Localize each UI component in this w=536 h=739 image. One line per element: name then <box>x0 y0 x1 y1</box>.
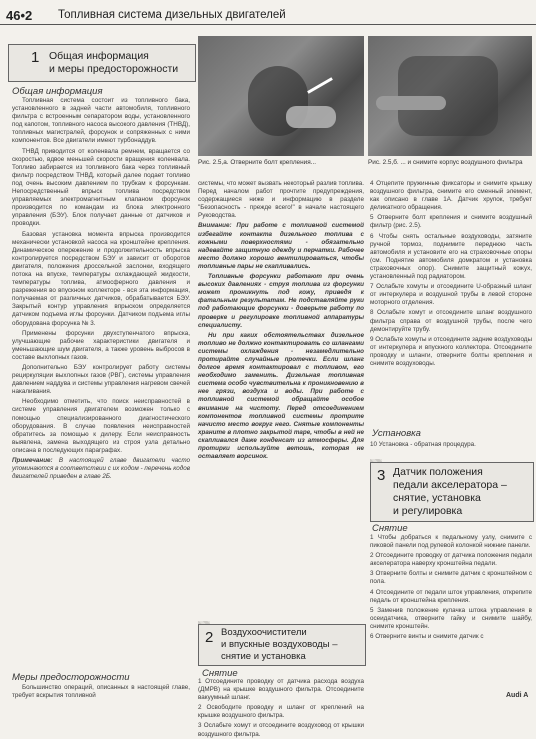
subheading-removal: Снятие <box>202 668 238 679</box>
column-1-tail <box>12 684 190 701</box>
section-2-heading <box>198 624 366 666</box>
step: 3 Ослабьте хомут и отсоедините воздуховод от крышки воздушного фильтра. <box>198 722 364 738</box>
note-label: Примечание: <box>12 457 53 465</box>
photo-fig-2-5a <box>198 36 364 156</box>
section-3-heading <box>370 462 534 522</box>
paragraph: Топливная система состоит из топливного бака, установленного в задней части автомобиля, топливного фильтра с встроенным сепаратором воды, установленного под капотом, топливного насоса высокого давления (ТНВД), топливных магистралей, форсунок и сопряженных с ними компонентов. Все двигатели имеют турбонаддув. <box>12 97 190 145</box>
step: 4 Отсоедините от педали шток управления, открепите педаль от кронштейна крепления. <box>370 588 532 604</box>
paragraph: ТНВД приводится от коленвала ремнем, вращается со скоростью, вдвое меньшей скорости вращения коленвала. Топливо забирается из топливного бака через топливный фильтр посредством ТНВД, который далее подает топливо под очень высоким давлением по трубкам к форсункам. Непосредственный впрыск топлива посредством управляемых электромагнитным клапаном форсунок производится по командам из блока электронного управления (БЭУ). Блок получает данные от датчиков и проводки. <box>12 147 190 228</box>
step: 6 Отверните винты и снимите датчик с <box>370 633 484 641</box>
section-1-heading <box>8 44 196 82</box>
photo-caption-2-5a: Рис. 2.5,а. Отверните болт крепления... <box>198 159 316 166</box>
photo-caption-2-5b: Рис. 2.5,б. ... и снимите корпус воздушного фильтра <box>368 159 523 166</box>
column-3-text <box>370 180 532 420</box>
warning-paragraph: Ни при каких обстоятельствах дизельное топливо не должно контактировать со шлангами системы охлаждения - незамедлительно протирайте случайные протечки. Если шланг долгое время контактировал с топливом, его необходимо заменить. Дизельная топливная система особо чувствительна к проникновению в нее грязи, воздуха и воды. При работе с топливной системой обращайте особое внимание на чистоту. Перед отсоединением компонентов топливной системы протрите начисто место вокруг него. Снятые компоненты храните в плотно закрытой таре, чтобы в ней не скапливался даже конденсат из атмосферы. Для протирки используйте ветошь, которая не оставляет ворсинок. <box>198 331 364 461</box>
arrow-marker <box>307 77 333 94</box>
step: 5 Заменив положение кулачка штока управления в осеидатчика, отверните гайку и снимите шайбу, снимите кронштейн. <box>370 606 532 630</box>
footer-mark: Audi A <box>506 692 529 699</box>
section-3-title-line3: снятие, установка <box>393 492 481 504</box>
paragraph: системы, что может вызвать некоторый разлив топлива. Перед началом работ прочтите предупреждения, содержащиеся ниже и информацию в разделе "Безопасность - прежде всего!" в начале настоящего Руководства. <box>198 180 364 220</box>
step: 2 Отсоедините проводку от датчика положения педали акселератора наверху кронштейна педали. <box>370 552 532 568</box>
step: 5 Отверните болт крепления и снимите воздушный фильтр (рис. 2.5). <box>370 214 532 230</box>
note-text: В настоящей главе двигатели часто упоминаются в соответствии с их кодом - перечень кодов двигателей приведен в главе 2Б. <box>12 457 191 481</box>
step: 3 Отверните болты и снимите датчик с кронштейном с пола. <box>370 570 532 586</box>
column-2-text <box>198 180 364 618</box>
warning-paragraph: Внимание: При работе с топливной системой избегайте контакта дизельного топлива с кожными поверхностями - обязательно надевайте защитную одежду и перчатки. Рабочее место должно хорошо вентилироваться, чтобы топливные пары не скапливались. <box>198 222 364 270</box>
step: 6 Чтобы снять остальные воздуховоды, затяните ручной тормоз, поднимите переднюю часть автомобиля и установите его на страховочные опоры (см. Поднятие автомобиля домкратом и установка страховочных опор). Снимите защитный кожух, установленный под радиатором. <box>370 232 532 281</box>
step: 1 Отсоедините проводку от датчика расхода воздуха (ДМРВ) на крышке воздушного фильтра. Отсоедините вакуумный шланг. <box>198 678 364 702</box>
section-1-title-line1: Общая информация <box>49 50 149 62</box>
paragraph: Дополнительно БЭУ контролирует работу системы рециркуляции выхлопных газов (РВГ), системы управления давлением наддува и системы управления нагревом свечей накаливания. <box>12 364 190 396</box>
subheading-removal-3: Снятие <box>372 523 408 534</box>
header-rule <box>0 24 536 25</box>
hand-shape <box>286 106 336 128</box>
section-3-title-line4: и регулировка <box>393 505 463 517</box>
step: 8 Ослабьте хомут и отсоедините шланг воздушного фильтра справа от воздушной трубы, после чего демонтируйте трубу. <box>370 309 532 333</box>
section-3-title-line1: Датчик положения <box>393 466 483 478</box>
section-3-number: 3 <box>377 467 386 484</box>
column-3-bottom-text <box>370 534 532 688</box>
column-1-text <box>12 97 190 664</box>
section-2-number: 2 <box>205 629 214 646</box>
step: 4 Отцепите пружинные фиксаторы и снимите крышку воздушного фильтра, снимите его сменный элемент, как описано в главе 1А. Датчик хрупок, требует деликатного обращения. <box>370 180 532 212</box>
hose-shape <box>376 96 446 110</box>
chapter-title: Топливная система дизельных двигателей <box>58 9 286 21</box>
step: 9 Ослабьте хомуты и отсоедините задние воздуховоды от интеркулера и впускного коллектора. Отсоедините проводку и шланги, отверните болты крепления и снимите воздуховоды. <box>370 335 533 367</box>
step: 7 Ослабьте хомуты и отсоедините U-образный шланг от интеркулера и воздушной трубы в левой стороне моторного отделения. <box>370 283 532 307</box>
step: 1 Чтобы добраться к педальному узлу, снимите с пиковой панели под рулевой колонкой нижние панели. <box>370 534 532 550</box>
section-1-number: 1 <box>31 49 40 66</box>
warning-paragraph: Топливные форсунки работают при очень высоких давлениях - струя топлива из форсунки может проникнуть под кожу, приведя к фатальным результатам. Не подставляйте руки под работающие форсунки - доверьте работу по проверке и регулировке топливной аппаратуры специалисту. <box>198 273 364 329</box>
step: 2 Освободите проводку и шланг от креплений на крышке воздушного фильтра. <box>198 704 364 720</box>
page-number: 46•2 <box>6 8 33 23</box>
note-paragraph <box>12 457 190 481</box>
column-3-install-text <box>370 441 532 451</box>
subheading-precautions: Меры предосторожности <box>12 672 130 683</box>
section-3-title-line2: педали акселератора – <box>393 479 507 491</box>
section-1-title-line2: и меры предосторожности <box>49 63 179 75</box>
section-2-title-line2: и впускные воздуховоды – <box>221 639 338 650</box>
section-2-title-line3: снятие и установка <box>221 651 306 662</box>
step: 10 Установка - обратная процедура. <box>370 441 476 448</box>
paragraph: Необходимо отметить, что поиск неисправностей в системе управления двигателем возможен только с помощью специализированного диагностического оборудования. В случае появления неисправностей обратитесь за помощью к дилеру. Если неисправность выявлена, замена выходящего из строя узла детально описана в последующих параграфах. <box>12 398 190 454</box>
paragraph: Большинство операций, описанных в настоящей главе, требует вскрытия топливной <box>12 684 190 700</box>
paragraph: Применены форсунки двухступенчатого впрыска, улучшающие рабочие характеристики двигателя и уменьшающие шум двигателя, а также уровень выбросов в составе выхлопных газов. <box>12 329 190 361</box>
column-2-bottom-text <box>198 678 364 738</box>
paragraph: Базовая установка момента впрыска производится механически установкой насоса на кронштейне крепления. Динамическое опережение и продолжительность впрыска контролируется посредством БЭУ и зависит от оборотов двигателя, положения дроссельной заслонки, входящего потока на впуске, температуры охлаждающей жидкости, температуры топлива, атмосферного давления и разрежения во впускном коллекторе - вся эта информация, получаемая от различных датчиков, обрабатывается БЭУ. Закрытый контур управления впрыском определяется датчиком подъема иглы форсунки. Датчиком подъема иглы оборудована форсунка № 3. <box>12 230 190 327</box>
subheading-general-info: Общая информация <box>12 86 103 97</box>
subheading-installation: Установка <box>372 428 421 439</box>
photo-fig-2-5b <box>368 36 532 156</box>
section-2-title-line1: Воздухоочистители <box>221 627 307 638</box>
